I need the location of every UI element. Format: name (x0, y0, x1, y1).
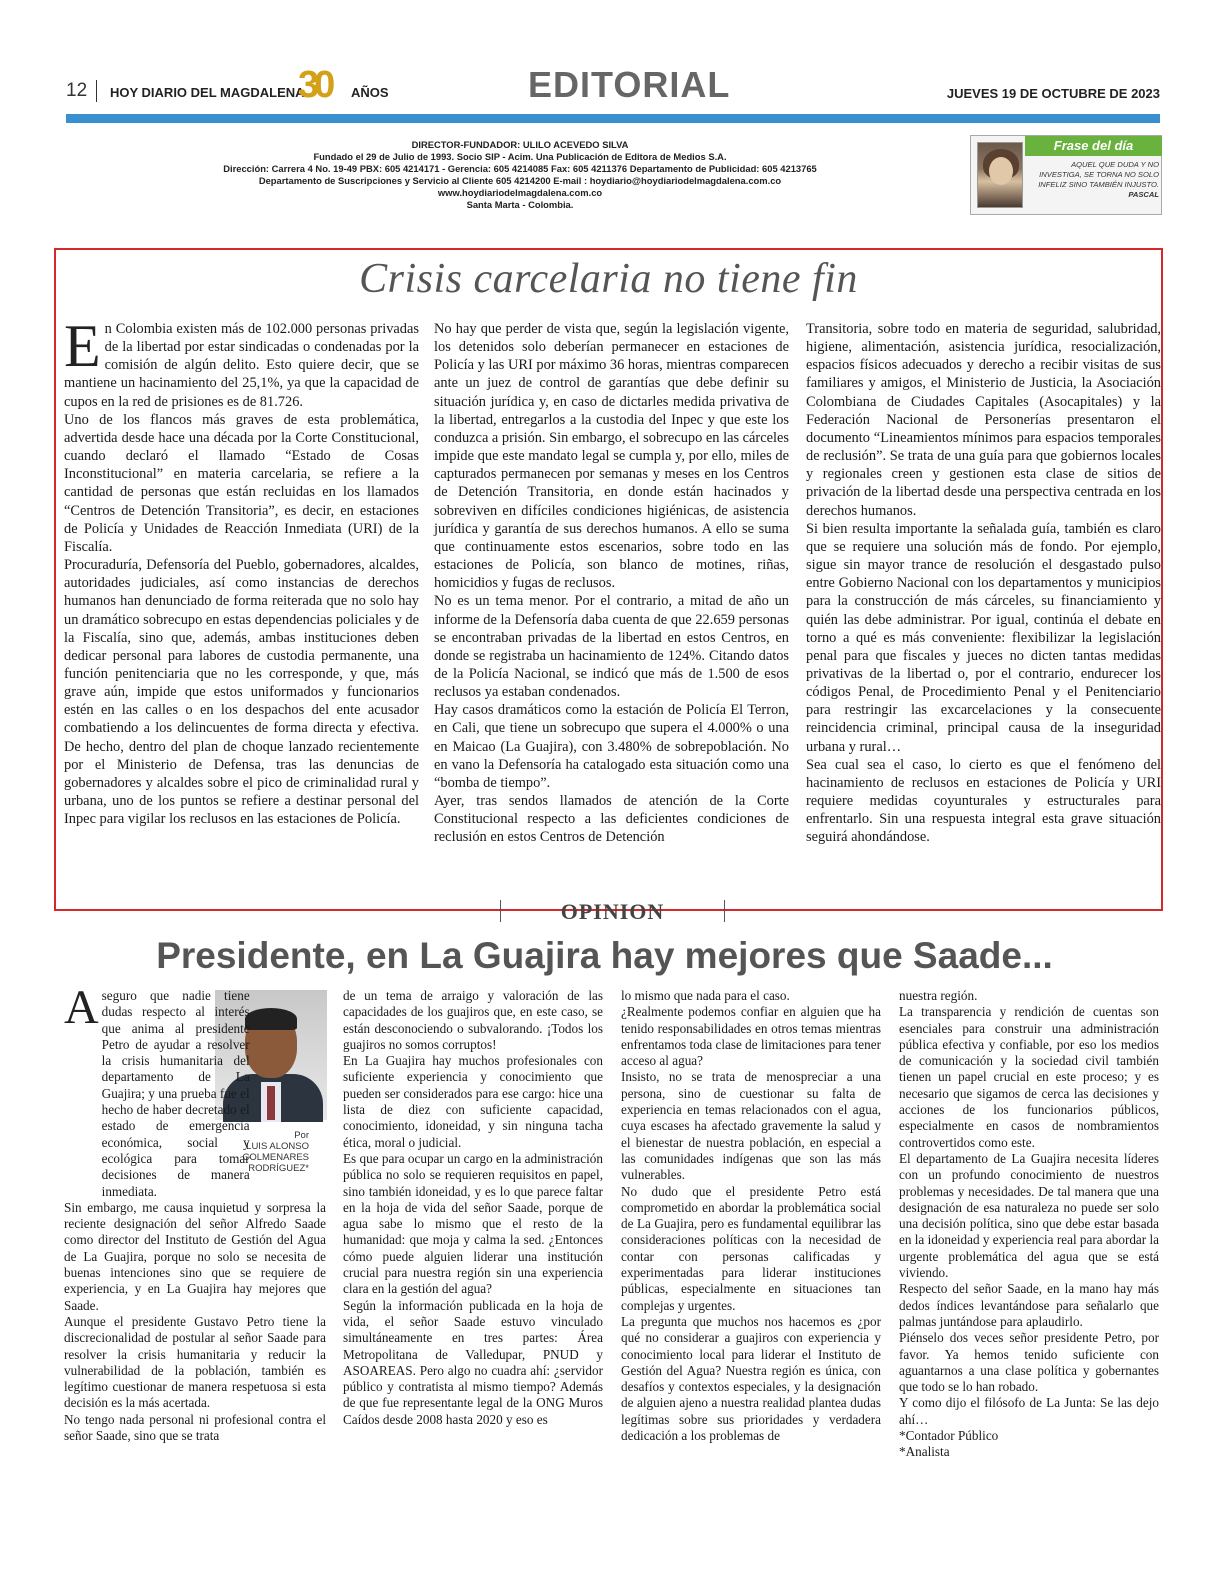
opinion-paragraph: Piénselo dos veces señor presidente Petro, por favor. Ya hemos tenido suficiente con aguantarnos a una clase política y gobernantes que todo se lo han robado. (899, 1330, 1159, 1395)
opinion-title: Presidente, en La Guajira hay mejores que Saade... (156, 935, 1053, 976)
opinion-paragraph: Según la información publicada en la hoja de vida, el señor Saade estuvo vinculado simultáneamente en tres partes: Área Metropolitana de Valledupar, PNUD y ASOAREAS. Pero algo no cuadra ahí: ¿servidor público y contratista al mismo tiempo? Además de que fue representante legal de la ONG Muros Caídos desde 2008 hasta 2020 y eso es (343, 1297, 603, 1427)
page-header (66, 64, 1160, 110)
editorial-paragraph: Uno de los flancos más graves de esta problemática, advertida desde hace una década por la Corte Constitucional, cuando declaró el llamado “Estado de Cosas Inconstitucional” en materia carcelaria, se refiere a la cantidad de personas que están recluidas en los llamados “Centros de Detención Transitoria”, es decir, en estaciones de Policía y Unidades de Reacción Inmediata (URI) de la Fiscalía. (64, 411, 419, 555)
header-rule (66, 114, 1160, 123)
author-note: *Analista (899, 1444, 950, 1460)
section-title: EDITORIAL (528, 64, 731, 105)
editorial-paragraph: Procuraduría, Defensoría del Pueblo, gobernadores, alcaldes, autoridades judiciales, así como instancias de derechos humanos han denunciado de forma reiterada que no solo hay un dramático sobrecupo en estas dependencias policiales y de la Fiscalía, sino que, además, ambas instituciones deben dedicar personal para labores de custodia permanente, una función penitenciaria que no les corresponde, y que, más grave aún, impide que estos uniformados y funcionarios estén en las calles o en los despachos del ente acusador combatiendo a los delincuentes de forma directa y efectiva. De hecho, dentro del plan de choque lanzado recientemente por el Ministerio de Defensa, tras las denuncias de gobernadores y alcaldes sobre el pico de criminalidad rural y urbana, uno de los puntos se refiere a destinar personal del Inpec para vigilar los reclusos en las estaciones de Policía. (64, 557, 419, 828)
opinion-paragraph: Respecto del señor Saade, en la mano hay más dedos índices levantándose para señalarlo que palmas juntándose para aplaudirlo. (899, 1281, 1159, 1329)
opinion-column-2 (343, 988, 603, 1428)
portrait-face (989, 157, 1013, 185)
editorial-paragraph: No es un tema menor. Por el contrario, a mitad de año un informe de la Defensoría daba cuenta de que 22.659 personas se encontraban privadas de la libertad en estos Centros, en donde se registraba un hacinamiento de 124%. Citando datos de la Policía Nacional, se indicó que más de 1.500 de esos reclusos ya estaban condenados. (434, 593, 789, 701)
opinion-paragraph: No dudo que el presidente Petro está comprometido en abordar la problemática social de La Guajira, pero es fundamental equilibrar las consideraciones políticas con la necesidad de contar con personas calificadas y experimentadas para liderar instituciones públicas, especialmente en situaciones tan complejas y urgentes. (621, 1183, 881, 1313)
opinion-paragraph: Es que para ocupar un cargo en la administración pública no solo se requieren requisitos en papel, sino también idoneidad, y es lo que parece faltar en la hoja de vida del señor Saade, porque de agua sabe lo mismo que el resto de la humanidad: que moja y calma la sed. ¿Entonces cómo puede alguien liderar una institución crucial para nuestra región sin una experiencia clara en la gestión del agua? (343, 1150, 603, 1297)
header-divider (96, 80, 97, 102)
opinion-paragraph: de un tema de arraigo y valoración de las capacidades de los guajiros que, en este caso, se están desconociendo o subvalorando. ¡Todos los guajiros no somos corruptos! (343, 988, 603, 1052)
quote-of-the-day (970, 135, 1162, 215)
opinion-paragraph: nuestra región. (899, 988, 978, 1003)
masthead-line: Dirección: Carrera 4 No. 19-49 PBX: 605 4214171 - Gerencia: 605 4214085 Fax: 605 4211376 Departamento de Publicidad: 605 4213765 (223, 163, 817, 174)
drop-cap: E (64, 313, 101, 379)
opinion-label: OPINION (560, 899, 665, 924)
issue-date: JUEVES 19 DE OCTUBRE DE 2023 (946, 86, 1160, 101)
editorial-paragraph: Si bien resulta importante la señalada guía, también es claro que se requiere una solución más de fondo. Por ejemplo, sigue sin mayor trance de resolución el desgastado pulso entre Gobierno Nacional con los departamentos y municipios para la construcción de más cárceles, su financiamiento y quién las debe administrar. Por igual, continúa el debate en torno a qué es más conveniente: flexibilizar la legislación penal para que fiscales y jueces no dicten tantas medidas privativas de la libertad o, por el contrario, endurecer los códigos Penal, de Procedimiento Penal y el Penitenciario para restringir las excarcelaciones y la consecuente reincidencia criminal, principal causa de la inseguridad urbana y rural… (806, 520, 1161, 755)
editorial-paragraph: Transitoria, sobre todo en materia de seguridad, salubridad, higiene, alimentación, asistencia jurídica, resocialización, espacios físicos adecuados y derecho a recibir visitas de sus familiares y amigos, el Ministerio de Justicia, la Asociación Colombiana de Ciudades Capitales (Asocapitales) y la Federación Nacional de Personerías presentaron el documento “Lineamientos mínimos para espacios temporales de reclusión”. Se trata de una guía para que gobiernos locales y regionales creen y gestionen esta clase de sitios de privación de la libertad desde una perspectiva centrada en los derechos humanos. (806, 321, 1161, 519)
editorial-paragraph: Hay casos dramáticos como la estación de Policía El Terron, en Cali, que tiene un sobrecupo que supera el 4.000% o una en Maicao (La Guajira), con 3.480% de sobrepoblación. No en vano la Defensoría ha catalogado esta situación como una “bomba de tiempo”. (434, 702, 789, 791)
page-number: 12 (66, 80, 88, 101)
opinion-paragraph: Insisto, no se trata de menospreciar a una persona, sino de cuestionar su falta de experiencia en temas relacionados con el agua, cuya escases ha afectado gravemente la salud y el bienestar de nuestra población, en especial a las comunidades indígenas que son las más vulnerables. (621, 1069, 881, 1183)
editorial-column-1 (64, 313, 419, 828)
opinion-paragraph: Aunque el presidente Gustavo Petro tiene la discrecionalidad de postular al señor Saade para resolver la crisis humanitaria y reducir la vulnerabilidad de la población, también es legítimo cuestionar de manera respetuosa si esta decisión es la más acertada. (64, 1313, 326, 1411)
opinion-paragraph: La transparencia y rendición de cuentas son esenciales para construir una administración pública efectiva y confiable, por eso los medios de comunicación y la sociedad civil también tienen un papel crucial en este proceso; y es necesario que sigamos de cerca las decisiones y acciones de los funcionarios públicos, especialmente en casos de nombramientos controvertidos como este. (899, 1004, 1159, 1150)
opinion-paragraph: En La Guajira hay muchos profesionales con suficiente experiencia y conocimiento que pueden ser considerados para ese cargo: hice una lista de diez con suficiente capacidad, conocimiento, idoneidad, y sin ninguna tacha ética, moral o judicial. (343, 1053, 603, 1150)
opinion-column-1: A seguro que nadie tiene dudas respecto al interés que anima al presidente Petro de ayudar a resolver la crisis humanitaria del departamento de La Guajira; y una prueba fue el hecho de haber decretado el estado de emergencia económica, social y ecológica para tomar decisiones de manera inmediata. Sin embargo, me causa inquietud y sorpresa la reciente designación del señor Alfredo Saade como director del Instituto de Gestión del Agua de La Guajira, porque no solo se necesita de buenas intenciones sino que se requiere de experiencia, y en La Guajira hay mejores que Saade. Aunque el presidente Gustavo Petro tiene la discrecionalidad de postular al señor Saade para resolver la crisis humanitaria y reducir la vulnerabilidad de la población, también es legítimo cuestionar de manera respetuosa si esta decisión es la más acertada. No tengo nada personal ni profesional contra el señor Saade, sino que se trata (64, 981, 326, 1444)
editorial-column-2 (434, 320, 789, 847)
editorial-paragraph: Sea cual sea el caso, lo cierto es que el fenómeno del hacinamiento de reclusos en estaciones de Policía y URI requiere medidas coyunturales y estructurales para enfrentarlo. Sin una respuesta integral esta grave situación seguirá ahondándose. (806, 756, 1161, 846)
anniversary-label: AÑOS (351, 85, 389, 100)
opinion-paragraph: No tengo nada personal ni profesional contra el señor Saade, sino que se trata (64, 1411, 326, 1444)
opinion-paragraph: La pregunta que muchos nos hacemos es ¿por qué no considerar a guajiros con experiencia y conocimiento local para liderar el Instituto de Gestión del Agua? Nuestra región es única, con desafíos y contextos especiales, y la designación de alguien ajeno a nuestra realidad plantea dudas legítimas sobre sus prioridades y verdadera dedicación a los problemas de (621, 1313, 881, 1444)
opinion-paragraph: ¿Realmente podemos confiar en alguien que ha tenido responsabilidades en otros temas mientras enfrentamos toda clase de limitaciones para tener acceso al agua? (621, 1004, 881, 1069)
opinion-column-4 (899, 988, 1159, 1461)
masthead-line: Departamento de Suscripciones y Servicio al Cliente 605 4214200 E-mail : hoydiario@hoydiariodelmagdalena.com.co (258, 175, 782, 186)
author-name: LUIS ALONSO COLMENARES RODRÍGUEZ* (242, 1141, 309, 1174)
newspaper-name: HOY DIARIO DEL MAGDALENA (110, 85, 305, 100)
masthead (90, 139, 950, 211)
opinion-paragraph: El departamento de La Guajira necesita líderes con un profundo conocimiento de nuestros problemas y necesidades. De tal manera que una designación de esa naturaleza no puede ser solo una decisión política, sino que debe estar basada en la idoneidad y experiencia real para abordar la urgente problemática del agua que se está viviendo. (899, 1150, 1159, 1281)
byline-prefix: Por (294, 1130, 309, 1141)
quote-author: PASCAL (1128, 190, 1159, 199)
opinion-paragraph: Sin embargo, me causa inquietud y sorpresa la reciente designación del señor Alfredo Saade como director del Instituto de Gestión del Agua de La Guajira, porque no solo se necesita de buenas intenciones sino que se requiere de experiencia, y en La Guajira hay mejores que Saade. (64, 1199, 326, 1313)
opinion-paragraph: lo mismo que nada para el caso. (621, 988, 790, 1003)
masthead-line: DIRECTOR-FUNDADOR: ULILO ACEVEDO SILVA (411, 139, 629, 150)
editorial-title: Crisis carcelaria no tiene fin (359, 256, 858, 302)
opinion-paragraph: Y como dijo el filósofo de La Junta: Se las dejo ahí… (899, 1395, 1159, 1427)
editorial-paragraph: En Colombia existen más de 102.000 personas privadas de la libertad por estar sindicadas o condenadas por la comisión de algún delito. Esto quiere decir, que se mantiene un hacinamiento del 25,1%, ya que la capacidad de cupos en la red de prisiones es de 81.726. (64, 313, 419, 410)
masthead-line: Santa Marta - Colombia. (466, 199, 574, 210)
masthead-line: Fundado el 29 de Julio de 1993. Socio SIP - Acim. Una Publicación de Editora de Medios S.A. (313, 151, 727, 162)
opinion-column-3 (621, 988, 881, 1444)
author-note: *Contador Público (899, 1428, 999, 1444)
anniversary-logo: 30 (298, 64, 331, 106)
editorial-paragraph: Ayer, tras sendos llamados de atención de la Corte Constitucional respecto a las deficientes condiciones de reclusión en estos Centros de Detención (434, 793, 789, 846)
editorial-column-3 (806, 320, 1161, 847)
pascal-portrait (977, 142, 1023, 208)
quote-title: Frase del día (1025, 136, 1162, 156)
masthead-line: www.hoydiariodelmagdalena.com.co (437, 187, 603, 198)
editorial-paragraph: No hay que perder de vista que, según la legislación vigente, los detenidos solo deberían permanecer en estaciones de Policía y las URI por máximo 36 horas, mientras comparecen ante un juez de control de garantías que debe definir su situación jurídica y, en caso de dictarles medida privativa de la libertad, entregarlos a la custodia del Inpec y que este los conduzca a prisión. Sin embargo, el sobrecupo en las cárceles impide que este mandato legal se cumpla y, por ello, miles de capturados permanecen por semanas y meses en los Centros de Detención Transitoria, en donde están hacinados y sobreviven en difíciles condiciones higiénicas, de asistencia jurídica y garantía de sus derechos humanos. A ello se suma que continuamente estos escenarios, sobre todo en las estaciones de Policía, son blanco de motines, riñas, homicidios y fugas de reclusos. (434, 321, 789, 592)
drop-cap: A (64, 981, 99, 1034)
quote-text: AQUEL QUE DUDA Y NO INVESTIGA, SE TORNA NO SOLO INFELIZ SINO TAMBIÉN INJUSTO. (1038, 160, 1159, 189)
opinion-divider-right (724, 900, 725, 922)
quote-body (1031, 160, 1159, 200)
opinion-section-label (500, 900, 725, 926)
